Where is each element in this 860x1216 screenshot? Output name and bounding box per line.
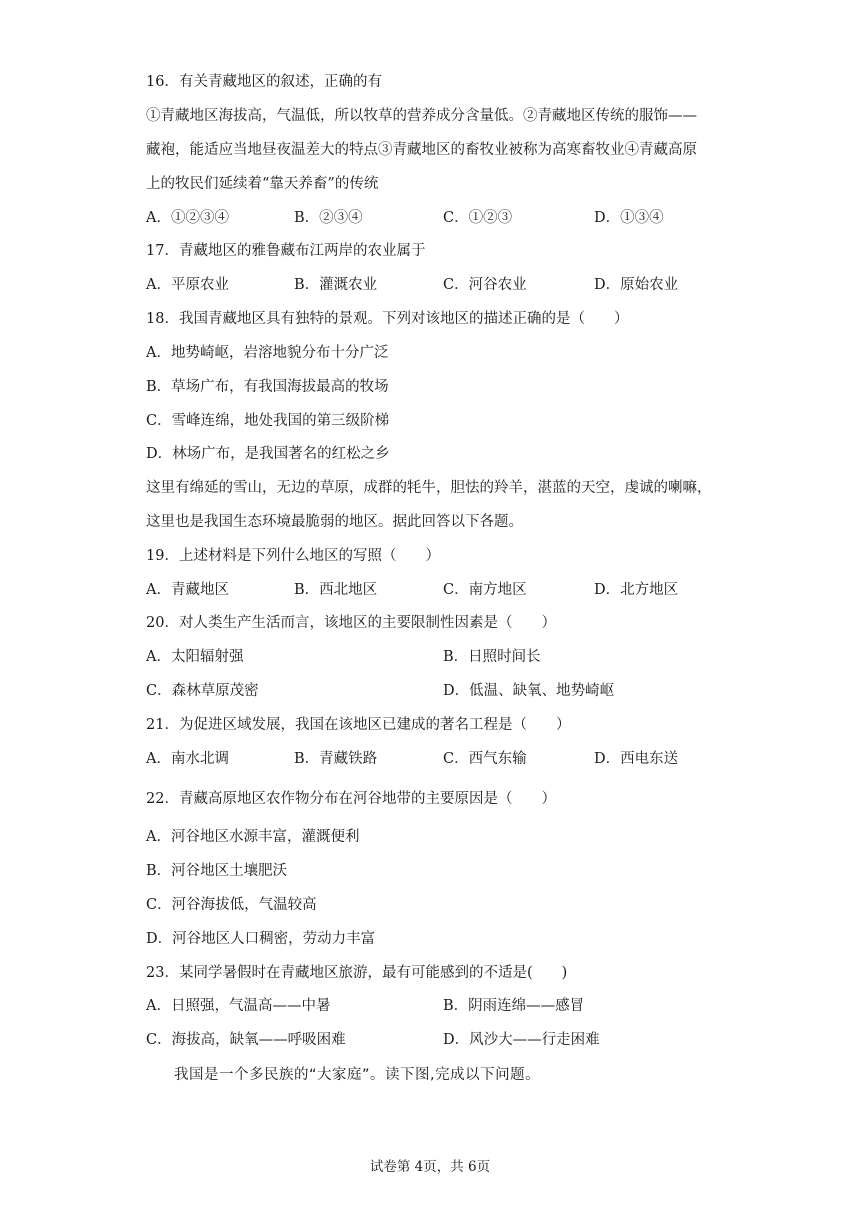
q16-body-line-3: 上的牧民们延续着“靠天养畜”的传统: [146, 176, 379, 192]
q18-option-b: B．草场广布，有我国海拔最高的牧场: [146, 379, 389, 395]
q18-option-a: A．地势崎岖，岩溶地貌分布十分广泛: [146, 345, 389, 361]
q18-option-d: D．林场广布，是我国著名的红松之乡: [146, 446, 390, 462]
q21-option-d: D．西电东送: [594, 751, 679, 767]
q22-stem: 22．青藏高原地区农作物分布在河谷地带的主要原因是（ ）: [146, 791, 556, 807]
q21-option-a: A．南水北调: [146, 751, 229, 767]
q17-option-c: C．河谷农业: [443, 277, 527, 293]
q17-option-b: B．灌溉农业: [294, 277, 378, 293]
q16-body-line-2: 藏袍，能适应当地昼夜温差大的特点③青藏地区的畜牧业被称为高寒畜牧业④青藏高原: [146, 142, 697, 158]
q16-option-c: C．①②③: [443, 210, 513, 226]
q21-stem: 21．为促进区域发展，我国在该地区已建成的著名工程是（ ）: [146, 717, 571, 733]
q23-option-c: C．海拔高，缺氧——呼吸困难: [146, 1032, 346, 1048]
q22-option-a: A．河谷地区水源丰富，灌溉便利: [146, 829, 360, 845]
q23-option-a: A．日照强，气温高——中暑: [146, 998, 331, 1014]
q20-stem: 20．对人类生产生活而言，该地区的主要限制性因素是（ ）: [146, 615, 556, 631]
q17-option-d: D．原始农业: [594, 277, 679, 293]
q23-option-b: B．阴雨连绵——感冒: [443, 998, 585, 1014]
q20-option-d: D．低温、缺氧、地势崎岖: [443, 683, 615, 699]
q18-option-c: C．雪峰连绵，地处我国的第三级阶梯: [146, 413, 390, 429]
q22-option-d: D．河谷地区人口稠密，劳动力丰富: [146, 931, 376, 947]
section-intro: 我国是一个多民族的“大家庭”。读下图,完成以下问题。: [174, 1067, 541, 1083]
q16-body-line-1: ①青藏地区海拔高，气温低，所以牧草的营养成分含量低。②青藏地区传统的服饰——: [146, 108, 697, 124]
q16-option-d: D．①③④: [594, 210, 664, 226]
q20-option-b: B．日照时间长: [443, 649, 541, 665]
q22-option-b: B．河谷地区土壤肥沃: [146, 863, 288, 879]
q21-option-c: C．西气东输: [443, 751, 527, 767]
q17-option-a: A．平原农业: [146, 277, 229, 293]
q17-stem: 17．青藏地区的雅鲁藏布江两岸的农业属于: [146, 243, 426, 259]
q19-option-c: C．南方地区: [443, 582, 527, 598]
q19-option-b: B．西北地区: [294, 582, 378, 598]
q21-option-b: B．青藏铁路: [294, 751, 378, 767]
q16-option-a: A．①②③④: [146, 210, 229, 226]
q18-stem: 18．我国青藏地区具有独特的景观。下列对该地区的描述正确的是（ ）: [146, 311, 629, 327]
passage-line-1: 这里有绵延的雪山，无边的草原，成群的牦牛，胆怯的羚羊，湛蓝的天空，虔诚的喇嘛，: [146, 480, 712, 496]
q16-stem: 16．有关青藏地区的叙述，正确的有: [146, 74, 382, 90]
q22-option-c: C．河谷海拔低，气温较高: [146, 897, 317, 913]
q19-stem: 19．上述材料是下列什么地区的写照（ ）: [146, 548, 440, 564]
q23-stem: 23．某同学暑假时在青藏地区旅游，最有可能感到的不适是( ): [146, 965, 568, 981]
q20-option-c: C．森林草原茂密: [146, 683, 259, 699]
q19-option-a: A．青藏地区: [146, 582, 229, 598]
page-footer: 试卷第 4页，共 6页: [369, 1159, 491, 1175]
q19-option-d: D．北方地区: [594, 582, 679, 598]
q20-option-a: A．太阳辐射强: [146, 649, 244, 665]
passage-line-2: 这里也是我国生态环境最脆弱的地区。据此回答以下各题。: [146, 514, 523, 530]
q23-option-d: D．风沙大——行走困难: [443, 1032, 600, 1048]
q16-option-b: B．②③④: [294, 210, 363, 226]
